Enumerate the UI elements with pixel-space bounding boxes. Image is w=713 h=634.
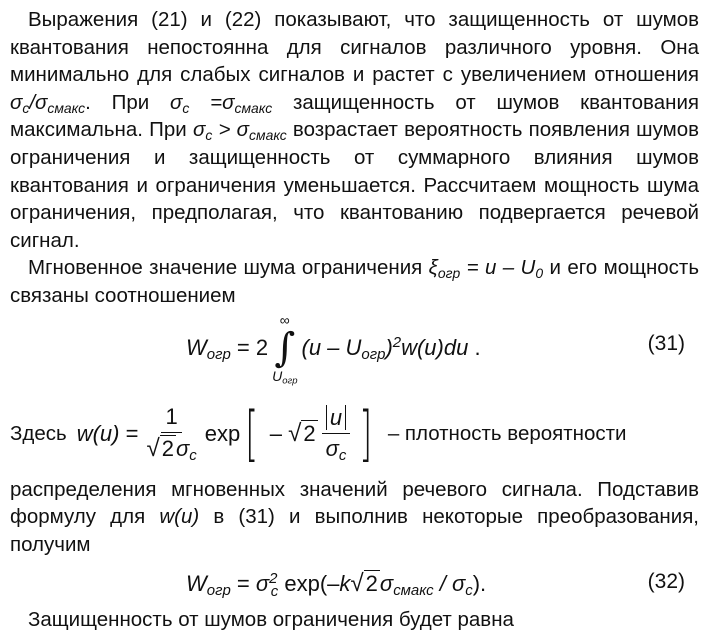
paragraph-1: Выражения (21) и (22) показывают, что защищенность от шумов квантования непостоянна для сигналов различного уровня. Она минимально для слабых сигналов и растет с увеличением отношения $\sigma_c/\sigma_{смакс}$. При $\sigma_c =\sigma_{смакс}$ защищенность от шумов квантования максимальна. При $\sigma_c > \sigma_{смакс}$ возрастает вероятность появления шумов ограничения и защищенность от суммарного влияния шумов квантования и ограничения уменьшается. Рассчитаем мощность шума ограничения, предполагая, что квантованию подвергается речевой сигнал. (10, 8, 699, 252)
paragraph-4: Защищенность от шумов ограничения будет равна (28, 608, 514, 632)
paragraph-3: распределения мгновенных значений речевого сигнала. Подставив формулу для w(u) в (31) и выполнив некоторые преобразования, получим (10, 477, 700, 556)
equation-32-number: (32) (647, 570, 685, 594)
here-word: Здесь (10, 421, 67, 445)
sigma-greater: $\sigma_c > \sigma_{смакс}$ (192, 118, 287, 144)
equation-31-number: (31) (647, 331, 685, 355)
integral-sign: ∞ ∫ $U_{огр}$ (272, 311, 298, 387)
paragraph-2: Мгновенное значение шума ограничения $\xi_{огр} = u - U_0$ и его мощность связаны соотношением (10, 256, 699, 307)
sigma-ratio: $\sigma_c/\sigma_{смакс}$ (10, 90, 86, 116)
equation-31 (10, 310, 699, 386)
density-formula: Здесь w(u) = 1 √ 2 $\sigma_c$ exp [ – √ 2 $\frac{u}{\sigma_c}$ ] – плотность вероятности (10, 398, 627, 469)
density-description: – плотность вероятности (387, 421, 627, 445)
equation-32-body: $W_{огр}$ = $\sigma^2_c$ exp(– k √ 2 $\sigma_{смакс} / \sigma_c$ ). (186, 570, 487, 600)
equation-31-body: $W_{огр}$ = 2 ∞ ∫ $U_{огр}$ $(u - U_{огр})^2w(u)du$ . (186, 311, 481, 387)
density-fraction: 1 √ 2 $\sigma_c$ (146, 404, 197, 465)
equation-32 (10, 562, 699, 606)
sigma-equal: $\sigma_c =\sigma_{смакс}$ (170, 90, 273, 116)
xi-formula: $\xi_{огр} = u - U_0$ (428, 256, 544, 282)
